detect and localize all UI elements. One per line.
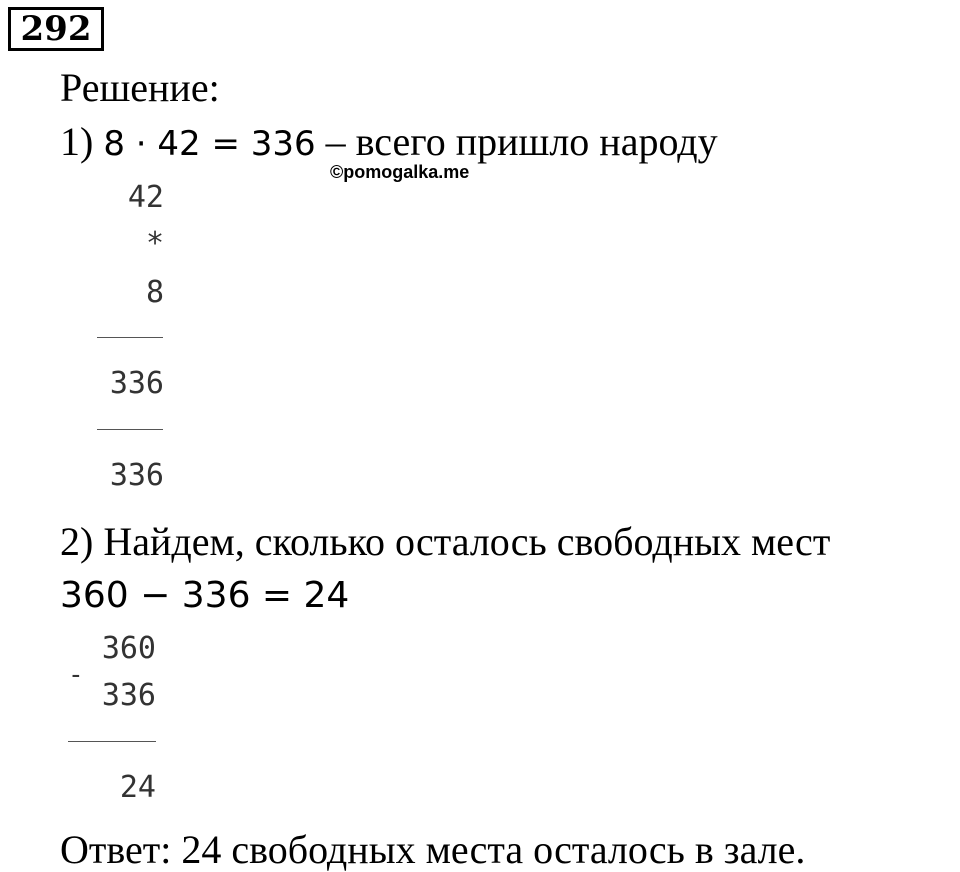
mult-operator: * (145, 226, 164, 261)
step-2-expression: 360 − 336 = 24 (60, 575, 350, 616)
mult-partial: 336 (109, 366, 164, 401)
watermark: ©pomogalka.me (330, 162, 470, 182)
sub-rule (68, 741, 156, 742)
step-1-comment: – всего пришло народу (315, 119, 718, 164)
step-1-line (60, 119, 718, 164)
mult-rule-1 (97, 337, 163, 338)
sub-result: 24 (119, 770, 156, 805)
step-1-expression: 8 · 42 = 336 (103, 124, 316, 164)
sub-operator: - (68, 660, 84, 690)
sub-minuend: 360 (101, 631, 156, 666)
mult-result: 336 (109, 458, 164, 493)
step-1-prefix: 1) (60, 119, 104, 164)
answer-line: Ответ: 24 свободных места осталось в зале. (60, 827, 806, 872)
mult-rule-2 (97, 429, 163, 430)
sub-subtrahend: 336 (101, 678, 156, 713)
mult-multiplier: 8 (145, 275, 164, 310)
solution-heading: Решение: (60, 65, 220, 110)
mult-multiplicand: 42 (127, 180, 164, 215)
step-2-text: 2) Найдем, сколько осталось свободных мест (60, 519, 831, 564)
problem-number: 292 (8, 7, 104, 51)
